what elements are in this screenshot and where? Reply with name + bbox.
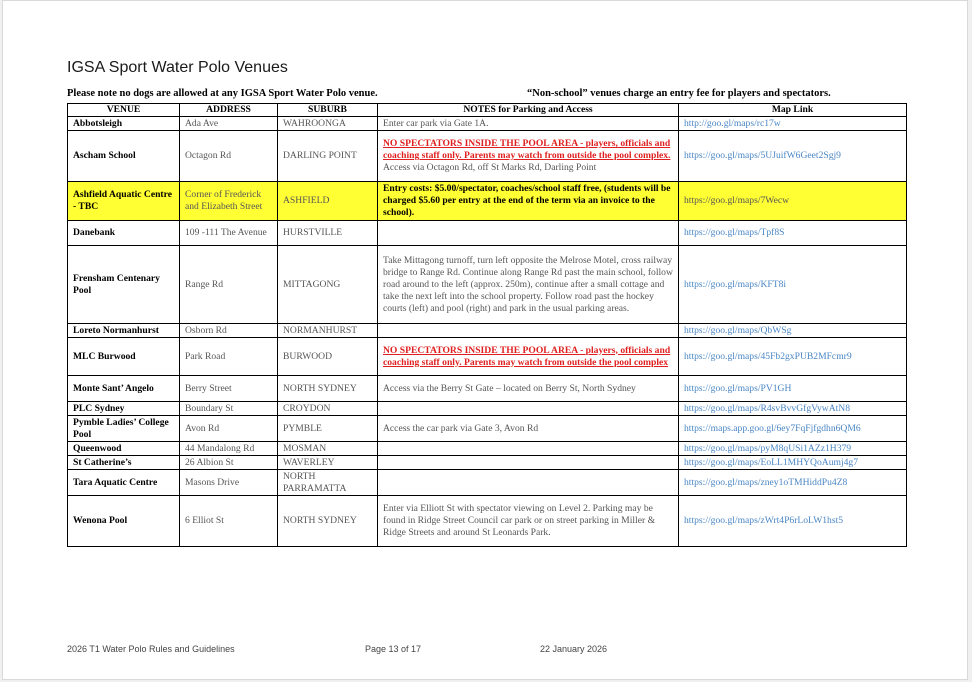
map-link[interactable]: https://goo.gl/maps/EoLL1MHYQoAumj4g7 <box>679 456 907 470</box>
venue-suburb: NORMANHURST <box>278 324 378 338</box>
venue-name: Wenona Pool <box>68 496 180 547</box>
venue-address: 44 Mandalong Rd <box>180 442 278 456</box>
footer-document-name: 2026 T1 Water Polo Rules and Guidelines <box>67 644 235 654</box>
venue-name: Pymble Ladies’ College Pool <box>68 416 180 442</box>
spectator-warning: NO SPECTATORS INSIDE THE POOL AREA - players, officials and coaching staff only. Parents may watch from outside the pool complex <box>383 344 671 368</box>
venue-address: Ada Ave <box>180 117 278 131</box>
venue-notes: Take Mittagong turnoff, turn left opposite the Melrose Motel, cross railway bridge to Range Rd. Continue along Range Rd past the main school, follow road around to the left (approx. 250m), continue after a small cottage and take the next left into the school property. Follow road past the hockey courts (left) and pool (right) and park in the usual parking areas. <box>378 246 679 324</box>
header-venue: VENUE <box>68 104 180 117</box>
venue-suburb: HURSTVILLE <box>278 221 378 246</box>
map-link[interactable]: https://goo.gl/maps/KFT8i <box>679 246 907 324</box>
venue-name: Tara Aquatic Centre <box>68 470 180 496</box>
venue-suburb: WAVERLEY <box>278 456 378 470</box>
venue-suburb: MITTAGONG <box>278 246 378 324</box>
venue-notes <box>378 470 679 496</box>
venue-name: Queenwood <box>68 442 180 456</box>
entry-fee-note: “Non-school” venues charge an entry fee for players and spectators. <box>527 88 831 99</box>
table-row <box>68 442 907 456</box>
footer-page-number: Page 13 of 17 <box>365 644 422 654</box>
map-link[interactable]: https://maps.app.goo.gl/6ey7FqFjfgdhn6QM6 <box>679 416 907 442</box>
map-link[interactable]: https://goo.gl/maps/zney1oTMHiddPu4Z8 <box>679 470 907 496</box>
venue-name: Danebank <box>68 221 180 246</box>
venue-suburb: ASHFIELD <box>278 182 378 221</box>
venue-notes <box>378 456 679 470</box>
table-row <box>68 402 907 416</box>
header-notes: NOTES for Parking and Access <box>378 104 679 117</box>
venue-suburb: NORTH PARRAMATTA <box>278 470 378 496</box>
venue-notes: Enter car park via Gate 1A. <box>378 117 679 131</box>
venue-suburb: CROYDON <box>278 402 378 416</box>
table-row <box>68 496 907 547</box>
venue-notes <box>378 131 679 182</box>
map-link[interactable]: https://goo.gl/maps/7Wecw <box>679 182 907 221</box>
table-row <box>68 131 907 182</box>
venue-address: Berry Street <box>180 376 278 402</box>
venue-address: Avon Rd <box>180 416 278 442</box>
header-address: ADDRESS <box>180 104 278 117</box>
table-row <box>68 470 907 496</box>
table-row <box>68 456 907 470</box>
venue-suburb: NORTH SYDNEY <box>278 376 378 402</box>
venue-address: Range Rd <box>180 246 278 324</box>
notice-line <box>67 88 907 99</box>
venue-name: MLC Burwood <box>68 338 180 376</box>
footer-date: 22 January 2026 <box>540 644 608 654</box>
header-suburb: SUBURB <box>278 104 378 117</box>
table-row <box>68 117 907 131</box>
venue-address: Corner of Frederick and Elizabeth Street <box>180 182 278 221</box>
map-link[interactable]: http://goo.gl/maps/rc17w <box>679 117 907 131</box>
table-row <box>68 376 907 402</box>
venue-address: Masons Drive <box>180 470 278 496</box>
venue-suburb: DARLING POINT <box>278 131 378 182</box>
venue-suburb: MOSMAN <box>278 442 378 456</box>
page-title: IGSA Sport Water Polo Venues <box>67 59 288 76</box>
venue-suburb: WAHROONGA <box>278 117 378 131</box>
venue-notes <box>378 324 679 338</box>
spectator-warning: NO SPECTATORS INSIDE THE POOL AREA - players, officials and coaching staff only. Parents may watch from outside the pool complex. <box>383 138 671 161</box>
access-note: Access via Octagon Rd, off St Marks Rd, Darling Point <box>383 162 597 173</box>
venue-notes: Access the car park via Gate 3, Avon Rd <box>378 416 679 442</box>
table-header-row <box>68 104 907 117</box>
no-dogs-note: Please note no dogs are allowed at any IGSA Sport Water Polo venue. <box>67 88 378 99</box>
venue-notes <box>378 221 679 246</box>
map-link[interactable]: https://goo.gl/maps/5UJuifW6Geet2Sgj9 <box>679 131 907 182</box>
venue-notes: Enter via Elliott St with spectator viewing on Level 2. Parking may be found in Ridge Street Council car park or on street parking in Miller & Ridge Streets and around St Leonards Park. <box>378 496 679 547</box>
venue-name: Ascham School <box>68 131 180 182</box>
venues-table <box>67 103 907 547</box>
venue-address: Octagon Rd <box>180 131 278 182</box>
venue-address: 109 -111 The Avenue <box>180 221 278 246</box>
venue-name: St Catherine’s <box>68 456 180 470</box>
venue-notes: Access via the Berry St Gate – located on Berry St, North Sydney <box>378 376 679 402</box>
venue-suburb: BURWOOD <box>278 338 378 376</box>
venue-suburb: NORTH SYDNEY <box>278 496 378 547</box>
venue-name: Frensham Centenary Pool <box>68 246 180 324</box>
map-link[interactable]: https://goo.gl/maps/45Fb2gxPUB2MFcmr9 <box>679 338 907 376</box>
map-link[interactable]: https://goo.gl/maps/PV1GH <box>679 376 907 402</box>
venue-name: Ashfield Aquatic Centre - TBC <box>68 182 180 221</box>
table-row <box>68 221 907 246</box>
venue-notes <box>378 442 679 456</box>
table-row-highlighted <box>68 182 907 221</box>
venue-notes <box>378 338 679 376</box>
map-link[interactable]: https://goo.gl/maps/pyM8qUSi1AZz1H379 <box>679 442 907 456</box>
map-link[interactable]: https://goo.gl/maps/QbWSg <box>679 324 907 338</box>
venue-address: Boundary St <box>180 402 278 416</box>
table-row <box>68 416 907 442</box>
venue-address: 26 Albion St <box>180 456 278 470</box>
venue-name: PLC Sydney <box>68 402 180 416</box>
header-map-link: Map Link <box>679 104 907 117</box>
map-link[interactable]: https://goo.gl/maps/Tpf8S <box>679 221 907 246</box>
map-link[interactable]: https://goo.gl/maps/zWrt4P6rLoLW1hst5 <box>679 496 907 547</box>
venue-address: 6 Elliot St <box>180 496 278 547</box>
table-row <box>68 246 907 324</box>
venue-name: Monte Sant’ Angelo <box>68 376 180 402</box>
venue-notes <box>378 182 679 221</box>
venue-name: Abbotsleigh <box>68 117 180 131</box>
table-row <box>68 324 907 338</box>
table-row <box>68 338 907 376</box>
entry-costs-note: Entry costs: $5.00/spectator, coaches/school staff free, (students will be charged $5.60 per entry at the end of the term via an invoice to the school). <box>383 183 671 218</box>
venue-address: Osborn Rd <box>180 324 278 338</box>
venue-address: Park Road <box>180 338 278 376</box>
document-page <box>2 0 968 680</box>
venue-suburb: PYMBLE <box>278 416 378 442</box>
map-link[interactable]: https://goo.gl/maps/R4svBvvGfgVywAtN8 <box>679 402 907 416</box>
venue-notes <box>378 402 679 416</box>
venue-name: Loreto Normanhurst <box>68 324 180 338</box>
